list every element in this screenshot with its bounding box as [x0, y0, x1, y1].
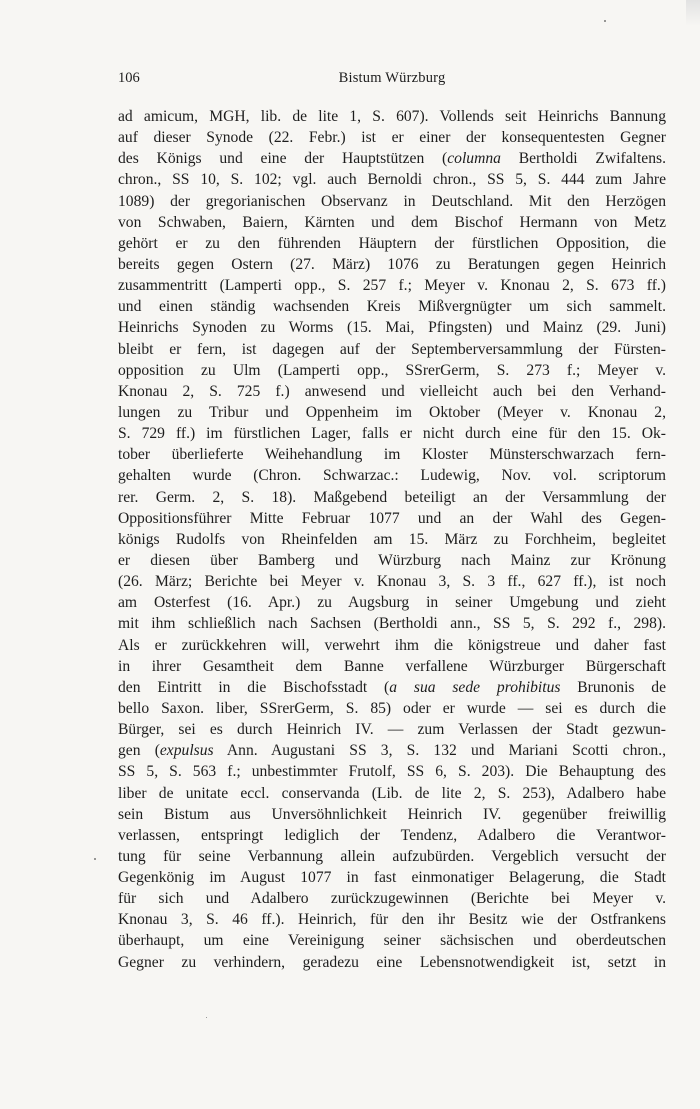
text-segment: liber de unitate eccl. conservanda (Lib. de lite 2, S. 253), Adalbero habe — [118, 784, 666, 802]
text-segment: rer. Germ. 2, S. 18). Maßgebend beteiligt an der Versammlung der — [118, 488, 666, 506]
text-segment: ad amicum, MGH, lib. de lite 1, S. 607). Vollends seit Heinrichs Bannung — [118, 108, 666, 125]
text-segment: Knonau 3, S. 46 ff.). Heinrich, für den ihr Besitz wie der Ostfrankens — [118, 911, 666, 929]
text-segment: S. 729 ff.) im fürstlichen Lager, falls er nicht durch eine für den 15. Ok- — [118, 425, 666, 443]
text-segment: verlassen, entspringt lediglich der Tendenz, Adalbero die Verantwor- — [118, 826, 666, 844]
text-segment: sein Bistum aus Unversöhnlichkeit Heinrich IV. gegenüber freiwillig — [118, 805, 666, 823]
text-segment: Brunonis de — [560, 678, 667, 696]
text-segment: Knonau 2, S. 725 f.) anwesend und vielleicht auch bei den Verhand- — [118, 382, 666, 400]
text-line — [118, 761, 666, 782]
text-line — [118, 317, 666, 338]
body-text — [118, 106, 666, 973]
text-segment: 1089) der gregorianischen Observanz in Deutschland. Mit den Herzögen — [118, 192, 666, 210]
text-line — [118, 106, 666, 127]
text-line — [118, 508, 666, 529]
text-segment: überhaupt, um eine Vereinigung seiner sächsischen und oberdeutschen — [118, 932, 666, 950]
text-line — [118, 888, 666, 909]
text-line — [118, 550, 666, 571]
text-line — [118, 402, 666, 423]
text-segment: Oppositionsführer Mitte Februar 1077 und an der Wahl des Gegen- — [118, 509, 666, 527]
text-line — [118, 233, 666, 254]
text-segment: Als er zurückkehren will, verwehrt ihm die königstreue und daher fast — [118, 636, 666, 654]
text-line — [118, 169, 666, 190]
text-line — [118, 148, 666, 169]
text-segment: Ann. Augustani SS 3, S. 132 und Mariani Scotti chron., — [213, 742, 666, 760]
text-line — [118, 423, 666, 444]
text-segment: gehalten wurde (Chron. Schwarzac.: Ludewig, Nov. vol. scriptorum — [118, 467, 666, 485]
text-segment: SS 5, S. 563 f.; unbestimmter Frutolf, SS 6, S. 203). Die Behauptung des — [118, 763, 666, 781]
print-speck — [604, 20, 606, 22]
text-segment: (26. März; Berichte bei Meyer v. Knonau 3, S. 3 ff., 627 ff.), ist noch — [118, 573, 666, 591]
text-segment: und einen ständig wachsenden Kreis Mißvergnügter um sich sammelt. — [118, 298, 666, 316]
italic-text: a sua sede prohibitus — [389, 678, 561, 696]
text-segment: von Schwaben, Baiern, Kärnten und dem Bischof Hermann von Metz — [118, 213, 666, 231]
text-line — [118, 613, 666, 634]
text-line — [118, 487, 666, 508]
text-line — [118, 656, 666, 677]
text-line — [118, 783, 666, 804]
text-line — [118, 867, 666, 888]
text-segment: Bertholdi Zwifaltens. — [500, 150, 666, 168]
text-segment: Heinrichs Synoden zu Worms (15. Mai, Pfingsten) und Mainz (29. Juni) — [118, 319, 666, 337]
text-line — [118, 952, 666, 973]
text-segment: Bürger, sei es durch Heinrich IV. — zum Verlassen der Stadt gezwun- — [118, 721, 666, 739]
text-line — [118, 677, 666, 698]
page-number: 106 — [118, 70, 140, 86]
text-line — [118, 719, 666, 740]
text-segment: tung für seine Verbannung allein aufzubürden. Vergeblich versucht der — [118, 847, 666, 865]
text-segment: opposition zu Ulm (Lamperti opp., SSrerGerm, S. 273 f.; Meyer v. — [118, 361, 666, 379]
text-line — [118, 930, 666, 951]
text-segment: bereits gegen Ostern (27. März) 1076 zu Beratungen gegen Heinrich — [118, 255, 666, 273]
italic-text: columna — [447, 150, 501, 168]
page-edge-shadow — [686, 0, 700, 26]
text-line — [118, 698, 666, 719]
page-header — [118, 70, 666, 90]
text-segment: auf dieser Synode (22. Febr.) ist er einer der konsequentesten Gegner — [118, 129, 666, 147]
text-line — [118, 592, 666, 613]
text-line — [118, 296, 666, 317]
text-line — [118, 381, 666, 402]
margin-dot — [94, 858, 96, 860]
text-line — [118, 444, 666, 465]
text-line — [118, 212, 666, 233]
text-segment: zusammentritt (Lamperti opp., S. 257 f.; Meyer v. Knonau 2, S. 673 ff.) — [118, 277, 666, 295]
text-segment: Gegner zu verhindern, geradezu eine Lebensnotwendigkeit ist, setzt in — [118, 953, 666, 971]
text-segment: er diesen über Bamberg und Würzburg nach Mainz zur Krönung — [118, 551, 666, 569]
text-segment: den Eintritt in die Bischofsstadt ( — [118, 678, 390, 696]
text-segment: lungen zu Tribur und Oppenheim im Oktober (Meyer v. Knonau 2, — [118, 403, 666, 421]
text-line — [118, 191, 666, 212]
text-segment: des Königs und eine der Hauptstützen ( — [118, 150, 448, 168]
text-line — [118, 909, 666, 930]
text-segment: bello Saxon. liber, SSrerGerm, S. 85) oder er wurde — sei es durch die — [118, 699, 666, 717]
text-segment: königs Rudolfs von Rheinfelden am 15. März zu Forchheim, begleitet — [118, 530, 666, 548]
text-segment: bleibt er fern, ist dagegen auf der Septemberversammlung der Fürsten- — [118, 340, 666, 358]
text-line — [118, 804, 666, 825]
text-line — [118, 254, 666, 275]
running-title: Bistum Würzburg — [338, 70, 446, 86]
text-line — [118, 275, 666, 296]
text-line — [118, 571, 666, 592]
italic-text: expulsus — [159, 742, 214, 760]
text-segment: für sich und Adalbero zurückzugewinnen (Berichte bei Meyer v. — [118, 890, 666, 908]
text-segment: Gegenkönig im August 1077 in fast einmonatiger Belagerung, die Stadt — [118, 869, 666, 887]
text-line — [118, 529, 666, 550]
text-segment: in ihrer Gesamtheit dem Banne verfallene Würzburger Bürgerschaft — [118, 657, 666, 675]
text-line — [118, 825, 666, 846]
text-line — [118, 360, 666, 381]
text-line — [118, 127, 666, 148]
text-segment: am Osterfest (16. Apr.) zu Augsburg in seiner Umgebung und zieht — [118, 594, 666, 612]
text-segment: gen ( — [118, 742, 160, 760]
text-line — [118, 740, 666, 761]
text-segment: mit ihm schließlich nach Sachsen (Bertholdi ann., SS 5, S. 292 f., 298). — [118, 615, 666, 633]
text-line — [118, 339, 666, 360]
text-segment: chron., SS 10, S. 102; vgl. auch Bernoldi chron., SS 5, S. 444 zum Jahre — [118, 171, 666, 189]
text-line — [118, 846, 666, 867]
text-segment: gehört er zu den führenden Häuptern der fürstlichen Opposition, die — [118, 234, 666, 252]
text-line — [118, 465, 666, 486]
text-segment: tober überlieferte Weihehandlung im Kloster Münsterschwarzach fern- — [118, 446, 666, 464]
text-line — [118, 635, 666, 656]
print-speck — [206, 1017, 207, 1018]
